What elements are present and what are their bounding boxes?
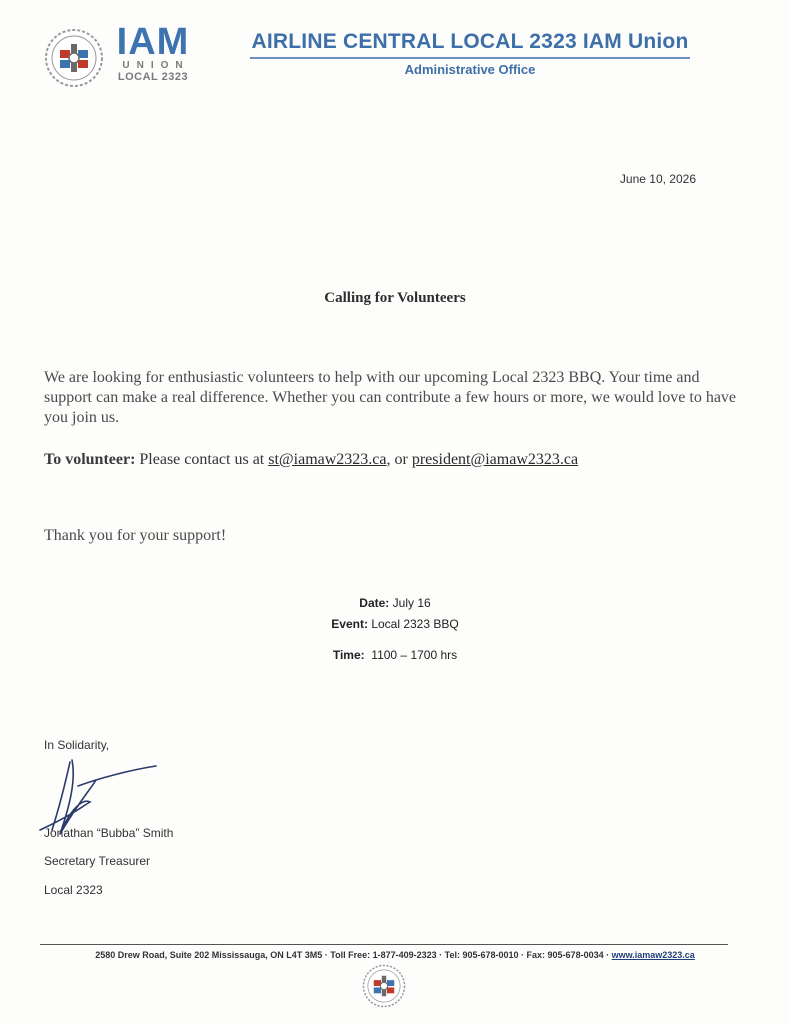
thanks-line: Thank you for your support!: [44, 527, 227, 544]
iam-seal-icon: [44, 28, 104, 88]
footer-rule: [40, 944, 728, 945]
body-paragraph: We are looking for enthusiastic volunteers to help with our upcoming Local 2323 BBQ. Your time and support can make a real difference. Whether you can contribute a few hours or more, we would love to have you join us.: [44, 369, 737, 426]
logo-local-text: LOCAL 2323: [117, 71, 189, 83]
footer-contact: [0, 950, 790, 960]
signer-local: Local 2323: [44, 883, 103, 897]
footer-address: 2580 Drew Road, Suite 202 Mississauga, ON L4T 3M5 · Toll Free: 1-877-409-2323 · Tel: 905-678-0010 · Fax: 905-678-0034 ·: [95, 950, 612, 960]
logo-iam-text: IAM: [116, 21, 190, 63]
organization-name: AIRLINE CENTRAL LOCAL 2323 IAM Union: [251, 30, 689, 53]
letter-subject: Calling for Volunteers: [324, 290, 466, 306]
contact-label: To volunteer:: [44, 451, 136, 468]
contact-text: Please contact us at: [139, 451, 265, 468]
iam-logo: [108, 21, 198, 83]
event-date: [0, 596, 790, 610]
event-time: [0, 648, 790, 662]
contact-line: [44, 450, 744, 470]
office-name: Administrative Office: [404, 62, 536, 77]
event-time-value: 1100 – 1700 hrs: [371, 648, 458, 662]
footer-website-link[interactable]: www.iamaw2323.ca: [611, 950, 695, 960]
event-name-value: Local 2323 BBQ: [371, 617, 459, 631]
header-underline: [250, 57, 690, 59]
signer-title: Secretary Treasurer: [44, 854, 151, 868]
logo-union-text: UNION: [122, 60, 190, 71]
event-name-label: Event:: [331, 617, 368, 631]
closing-salutation: In Solidarity,: [44, 738, 110, 752]
event-date-label: Date:: [359, 596, 390, 610]
email-link-president[interactable]: president@iamaw2323.ca: [411, 451, 579, 468]
footer-seal-icon: [362, 964, 406, 1008]
event-time-label: Time:: [332, 648, 365, 662]
email-link-st[interactable]: st@iamaw2323.ca: [268, 451, 387, 468]
contact-or: , or: [386, 451, 408, 468]
event-date-value: July 16: [392, 596, 431, 610]
letter-date: June 10, 2026: [619, 172, 696, 186]
signer-name: Jonathan “Bubba” Smith: [44, 826, 174, 840]
event-name: [0, 617, 790, 631]
